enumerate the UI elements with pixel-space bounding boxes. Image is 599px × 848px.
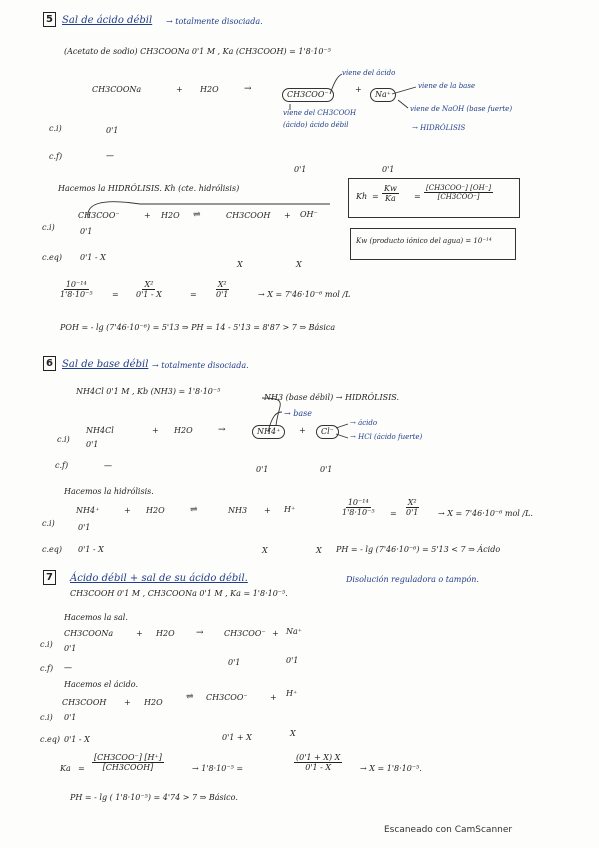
s5-plus-2: +: [355, 85, 362, 94]
s7-acid-heading: Hacemos el ácido.: [64, 680, 138, 689]
s5-arrow: →: [244, 84, 252, 94]
s5-note-hydrolysis: → HIDRÓLISIS: [412, 124, 466, 132]
s5-cf-dash: —: [106, 151, 114, 160]
s7-eq2-arrow: ⇌: [186, 692, 194, 702]
s6-plus-2: +: [299, 426, 306, 435]
section-5-subtitle: (Acetato de sodio) CH3COONa 0'1 M , Ka (CH3COOH) = 1'8·10⁻⁵: [64, 47, 331, 56]
s7-ceq-value: 0'1 - X: [64, 735, 90, 744]
s5-calc-frac-3-num: X²: [217, 280, 227, 289]
s5-product-acetate: CH3COO⁻: [282, 88, 334, 102]
section-6-title: Sal de base débil: [62, 359, 149, 370]
s6-hydrolysis-text: Hacemos la hidrólisis.: [64, 487, 154, 496]
s6-product-chloride: Cl⁻: [316, 425, 339, 439]
s6-ceq-value: 0'1 - X: [78, 545, 104, 554]
section-5-title: Sal de ácido débil: [62, 15, 153, 26]
s6-eq2-plus-2: +: [264, 506, 271, 515]
s6-cf-label: c.f): [55, 461, 69, 470]
s6-calc-frac-1-den: 1'8·10⁻⁵: [342, 508, 375, 518]
s5-hydrolysis-text: Hacemos la HIDRÓLISIS. Kh (cte. hidrólisis): [58, 184, 240, 193]
s6-ph-line: PH = - lg (7'46·10⁻⁶) = 5'13 < 7 ⇒ Ácido: [336, 545, 501, 554]
s7-cf-label: c.f): [40, 664, 54, 673]
s6-ceq-x-2: X: [316, 546, 322, 555]
kh-kw: Kw: [384, 184, 397, 193]
s7-ceq-x: X: [290, 729, 296, 738]
s6-cf-value-2: 0'1: [320, 465, 333, 474]
s6-ceq-x-1: X: [262, 546, 268, 555]
s7-plus-2: +: [272, 629, 279, 638]
s5-eq2-plus: +: [144, 211, 151, 220]
s7-eq2-plus: +: [124, 698, 131, 707]
s5-water: H2O: [200, 85, 219, 94]
s6-eq2-reactant: NH4⁺: [76, 506, 100, 515]
kw-text: Kw (producto iónico del agua) = 10⁻¹⁴: [356, 237, 492, 245]
s5-note-acid: viene del ácido: [342, 69, 396, 77]
s7-ci-value: 0'1: [64, 644, 77, 653]
arrow-chloride-to-acid: [336, 424, 348, 428]
s6-water: H2O: [174, 426, 193, 435]
s7-reactant: CH3COONa: [64, 629, 114, 638]
s5-eq2-water: H2O: [161, 211, 180, 220]
s6-plus: +: [152, 426, 159, 435]
s7-cf-value-1: 0'1: [228, 658, 241, 667]
kh-eq: =: [372, 192, 379, 201]
s5-eq2-reactant: CH3COO⁻: [78, 211, 120, 220]
arrow-ammonium-to-base: [268, 412, 282, 432]
s6-note-hcl: → HCl (ácido fuerte): [350, 433, 423, 441]
s5-calc-frac-1-num: 10⁻¹⁴: [65, 280, 87, 289]
s6-calc-frac-1-num: 10⁻¹⁴: [347, 498, 369, 507]
s7-product-1: CH3COO⁻: [224, 629, 266, 638]
s6-arrow: →: [218, 425, 226, 435]
s5-calc-frac-2-den: 0'1 - X: [136, 290, 162, 300]
s7-calc-frac-2-den: 0'1 - X: [305, 763, 332, 773]
s7-ceq-label: c.eq): [40, 735, 60, 744]
s5-calc-eq-1: =: [112, 290, 119, 299]
s7-arrow: →: [196, 628, 204, 638]
s5-calc-frac-1-den: 1'8·10⁻⁵: [60, 290, 93, 300]
section-7-number: 7: [43, 570, 56, 585]
hydrolysis-bracket-5: [88, 202, 330, 218]
s7-calc-frac-1-den: [CH3COOH]: [102, 763, 154, 773]
s7-ci2-value: 0'1: [64, 713, 77, 722]
s5-note-ch3cooh: viene del CH3COOH: [283, 109, 357, 117]
s7-product-2: Na⁺: [286, 627, 302, 636]
section-6-title-note: → totalmente disociada.: [152, 361, 249, 370]
section-6-subtitle: NH4Cl 0'1 M , Kb (NH3) = 1'8·10⁻⁵: [76, 387, 221, 396]
s6-calc-frac-2-den: 0'1: [406, 508, 419, 518]
s7-ph-line: PH = - lg ( 1'8·10⁻⁵) = 4'74 > 7 ⇒ Básico.: [70, 793, 238, 802]
s6-cf-dash: —: [104, 461, 112, 470]
s5-poh-line: POH = - lg (7'46·10⁻⁶) = 5'13 ⇒ PH = 14 - 5'13 = 8'87 > 7 ⇒ Básica: [60, 323, 336, 332]
kh-lhs: Kh: [356, 192, 368, 201]
s7-calc-mid: → 1'8·10⁻⁵ =: [192, 764, 244, 773]
s7-salt-heading: Hacemos la sal.: [64, 613, 128, 622]
s5-calc-eq-2: =: [190, 290, 197, 299]
s5-plus: +: [176, 85, 183, 94]
s5-calc-frac-3-den: 0'1: [216, 290, 229, 300]
s7-eq2-reactant: CH3COOH: [62, 698, 107, 707]
s7-cf-value-2: 0'1: [286, 656, 299, 665]
s5-note-weak-acid: (ácido) ácido débil: [283, 121, 349, 129]
s7-eq2-water: H2O: [144, 698, 163, 707]
section-7-title: Ácido débil + sal de su ácido débil.: [70, 573, 248, 584]
section-5-title-note: → totalmente disociada.: [166, 17, 263, 26]
s6-ci2-value: 0'1: [78, 523, 91, 532]
s7-calc-lhs: Ka: [60, 764, 71, 773]
kh-denominator: [CH3COO⁻]: [437, 193, 480, 202]
s5-eq2-plus-2: +: [284, 211, 291, 220]
s5-ci-value: 0'1: [106, 126, 119, 135]
s7-water: H2O: [156, 629, 175, 638]
kh-eq-2: =: [414, 192, 421, 201]
s6-ceq-label: c.eq): [42, 545, 62, 554]
s5-cf-value-2: 0'1: [382, 165, 395, 174]
s5-ci2-label: c.i): [42, 223, 55, 232]
s5-cf-value-1: 0'1: [294, 165, 307, 174]
arrow-acetate-to-acid-note: [330, 74, 342, 94]
s6-ci-label: c.i): [57, 435, 70, 444]
s7-plus: +: [136, 629, 143, 638]
s7-cf-dash: —: [64, 663, 72, 672]
s5-eq2-arrow: ⇌: [193, 210, 201, 220]
s7-calc-frac-1-num: [CH3COO⁻] [H⁺]: [94, 753, 162, 762]
s5-ceq-x-2: X: [296, 260, 302, 269]
s7-eq2-product-2: H⁺: [286, 689, 298, 698]
s6-eq2-product-2: H⁺: [284, 505, 296, 514]
s5-eq2-product-2: OH⁻: [300, 210, 318, 219]
s7-calc-result: → X = 1'8·10⁻⁵.: [360, 764, 422, 773]
s5-product-sodium: Na⁺: [370, 88, 396, 102]
s5-cf-label: c.f): [49, 152, 63, 161]
s6-note-nh3: NH3 (base débil) → HIDRÓLISIS.: [264, 393, 399, 402]
s6-calc-eq: =: [390, 509, 397, 518]
scanner-watermark: Escaneado con CamScanner: [384, 825, 513, 835]
arrow-sodium-to-naoh-note: [398, 100, 408, 108]
section-6-number: 6: [43, 356, 56, 371]
s5-reactant: CH3COONa: [92, 85, 142, 94]
s6-calc-frac-2-num: X²: [407, 498, 417, 507]
arrow-chloride-to-hcl: [336, 434, 348, 438]
section-7-title-note: Disolución reguladora o tampón.: [346, 575, 479, 584]
s7-ci-label: c.i): [40, 640, 53, 649]
s7-ci2-label: c.i): [40, 713, 53, 722]
s6-product-ammonium: NH4⁺: [252, 425, 285, 439]
s5-ceq-x-1: X: [237, 260, 243, 269]
kh-ka: Ka: [385, 194, 396, 204]
s7-calc-frac-2-num: (0'1 + X) X: [296, 753, 341, 762]
section-5-number: 5: [43, 12, 56, 27]
s5-note-base: viene de la base: [418, 82, 476, 90]
s5-note-naoh: viene de NaOH (base fuerte): [410, 105, 513, 113]
s5-calc-frac-2-num: X²: [144, 280, 154, 289]
section-7-subtitle: CH3COOH 0'1 M , CH3COONa 0'1 M , Ka = 1'8·10⁻⁵.: [70, 589, 288, 598]
s6-eq2-arrow: ⇌: [190, 505, 198, 515]
s6-note-base: → base: [284, 409, 312, 418]
s5-eq2-product-1: CH3COOH: [226, 211, 271, 220]
s6-eq2-product-1: NH3: [228, 506, 248, 515]
s5-ci-label: c.i): [49, 124, 62, 133]
s6-eq2-water: H2O: [146, 506, 165, 515]
s7-ceq-value-2: 0'1 + X: [222, 733, 252, 742]
s5-ceq-value: 0'1 - X: [80, 253, 106, 262]
s6-note-acid: → ácido: [350, 419, 378, 427]
s5-ci2-value: 0'1: [80, 227, 93, 236]
s6-ci2-label: c.i): [42, 519, 55, 528]
s5-calc-result: → X = 7'46·10⁻⁶ mol /L: [258, 290, 351, 299]
s5-ceq-label: c.eq): [42, 253, 62, 262]
s7-eq2-plus-2: +: [270, 693, 277, 702]
s7-calc-eq: =: [78, 764, 85, 773]
s6-reactant: NH4Cl: [86, 426, 114, 435]
s6-ci-value: 0'1: [86, 440, 99, 449]
s6-cf-value-1: 0'1: [256, 465, 269, 474]
kh-numerator: [CH3COO⁻] [OH⁻]: [426, 184, 492, 192]
s6-calc-result: → X = 7'46·10⁻⁶ mol /L.: [438, 509, 533, 518]
arrow-sodium-to-base-note: [392, 87, 416, 94]
s6-eq2-plus: +: [124, 506, 131, 515]
s7-eq2-product-1: CH3COO⁻: [206, 693, 248, 702]
